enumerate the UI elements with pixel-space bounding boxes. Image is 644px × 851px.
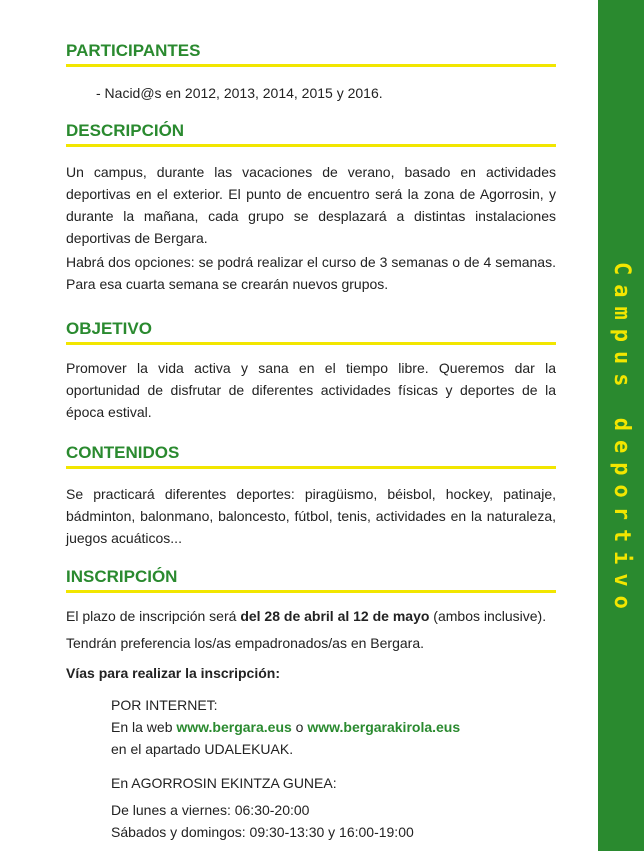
descripcion-paragraph-1: Un campus, durante las vacaciones de verano, basado en actividades deportivas en el exterior. El punto de encuentro será la zona de Agorrosin, y durante la mañana, cada grupo se desplazará a distintas instalaciones deportivas de Bergara. <box>66 164 556 246</box>
heading-contenidos: CONTENIDOS <box>66 442 556 469</box>
descripcion-paragraph-2: Habrá dos opciones: se podrá realizar el curso de 3 semanas o de 4 semanas. Para esa cuarta semana se crearán nuevos grupos. <box>66 254 556 292</box>
horario-weekdays: De lunes a viernes: 06:30-20:00 <box>111 802 310 818</box>
plazo-pre: El plazo de inscripción será <box>66 608 241 624</box>
plazo-dates: del 28 de abril al 12 de mayo <box>240 608 430 624</box>
web-pre: En la web <box>111 719 177 735</box>
vias-title: Vías para realizar la inscripción: <box>66 665 280 681</box>
bergarakirola-link[interactable]: www.bergarakirola.eus <box>307 719 461 735</box>
plazo-post: (ambos inclusive). <box>429 608 547 624</box>
bergara-link[interactable]: www.bergara.eus <box>176 719 292 735</box>
plazo-paragraph <box>66 605 556 627</box>
agorrosin-title: En AGORROSIN EKINTZA GUNEA: <box>111 775 337 791</box>
sidebar-title: Campus deportivo <box>609 262 634 618</box>
sidebar-band <box>598 0 644 851</box>
heading-participantes: PARTICIPANTES <box>66 40 556 67</box>
preferencia-line: Tendrán preferencia los/as empadronados/as en Bergara. <box>66 635 424 651</box>
heading-objetivo: OBJETIVO <box>66 318 556 345</box>
web-mid: o <box>291 719 308 735</box>
participantes-line: - Nacid@s en 2012, 2013, 2014, 2015 y 2016. <box>96 85 383 101</box>
document-content <box>66 0 556 851</box>
contenidos-paragraph: Se practicará diferentes deportes: piragüismo, béisbol, hockey, patinaje, bádminton, balonmano, baloncesto, fútbol, tenis, actividades en la naturaleza, juegos acuáticos... <box>66 486 556 546</box>
internet-title: POR INTERNET: <box>111 697 218 713</box>
web-line <box>111 716 551 738</box>
heading-inscripcion: INSCRIPCIÓN <box>66 566 556 593</box>
apartado-line: en el apartado UDALEKUAK. <box>111 741 294 757</box>
horario-weekends: Sábados y domingos: 09:30-13:30 y 16:00-19:00 <box>111 824 414 840</box>
heading-descripcion: DESCRIPCIÓN <box>66 120 556 147</box>
objetivo-paragraph: Promover la vida activa y sana en el tiempo libre. Queremos dar la oportunidad de disfrutar de diferentes actividades físicas y deportes de la época estival. <box>66 360 556 420</box>
